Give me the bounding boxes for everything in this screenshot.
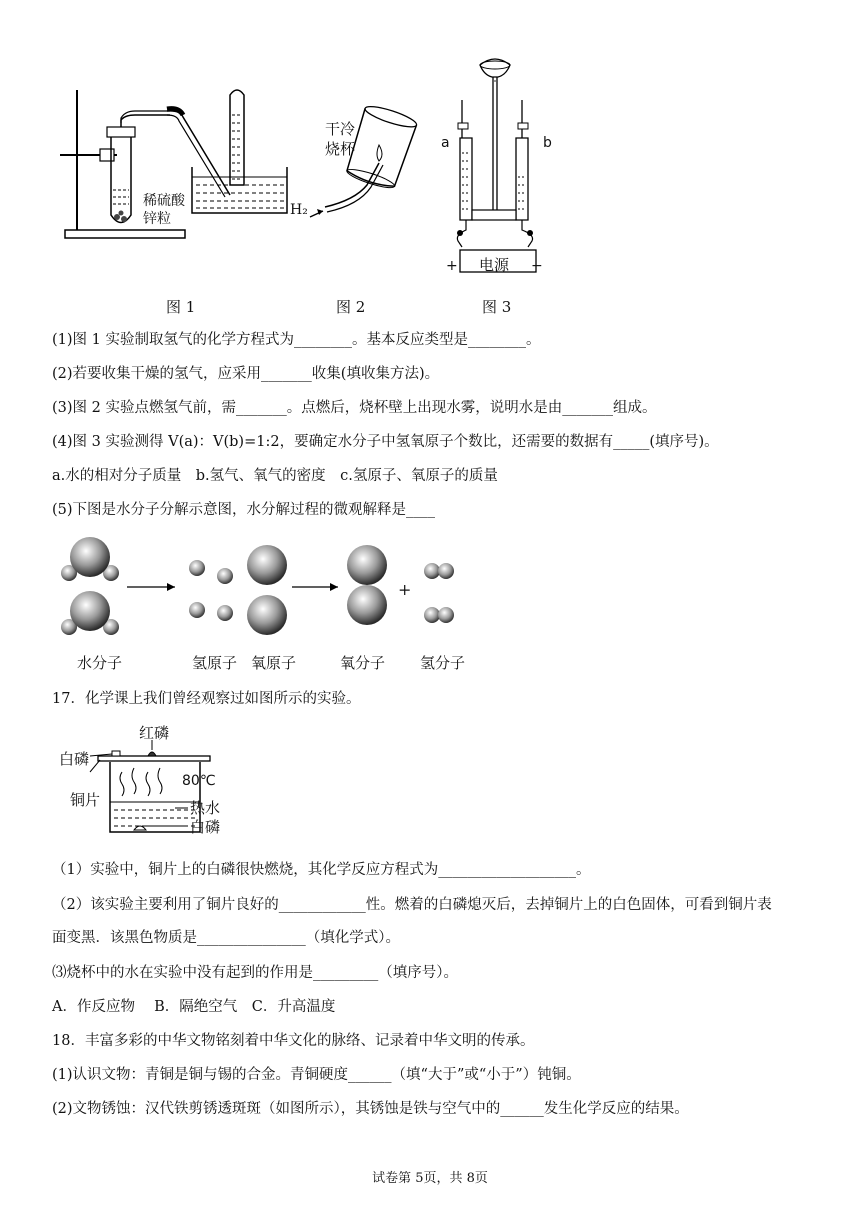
figure-3-apparatus: [440, 45, 560, 277]
q17-label-hot-water: 热水: [190, 799, 221, 817]
q18-part-1: (1)认识文物：青铜是铜与锡的合金。青铜硬度______（填“大于”或“小于”）钝铜。: [52, 1067, 581, 1083]
q17-stem: 17．化学课上我们曾经观察过如图所示的实验。: [52, 691, 361, 707]
figure-3-label-minus: −: [531, 258, 543, 274]
water-decomposition-diagram: [55, 535, 475, 647]
molecule-plus-sign: +: [398, 580, 412, 599]
q18-stem: 18．丰富多彩的中华文物铭刻着中华文化的脉络、记录着中华文明的传承。: [52, 1033, 535, 1049]
figure-1-label-acid: 稀硫酸: [143, 193, 185, 209]
q17-label-copper: 铜片: [70, 791, 101, 809]
q17-part-3-options: A．作反应物 B．隔绝空气 C．升高温度: [52, 999, 336, 1015]
figure-2-label-beaker-1: 干冷: [325, 120, 356, 138]
figure-1-caption: 图 1: [166, 298, 196, 316]
q16-part-3: (3)图 2 实验点燃氢气前，需_______。点燃后，烧杯壁上出现水雾，说明水是由_______组成。: [52, 400, 657, 416]
page-footer: 试卷第 5页，共 8页: [372, 1171, 488, 1186]
figure-3-label-b: b: [543, 135, 552, 151]
figure-2-caption: 图 2: [336, 298, 366, 316]
figure-row: [0, 0, 860, 320]
label-oxygen-atom: 氧原子: [251, 654, 297, 672]
figure-3-label-plus: +: [446, 258, 458, 274]
figure-2-label-beaker-2: 烧杯: [325, 140, 356, 158]
q16-part-2: (2)若要收集干燥的氢气，应采用_______收集(填收集方法)。: [52, 366, 440, 382]
q17-label-white-phosphorus-bottom: 白磷: [190, 818, 221, 836]
figure-3-caption: 图 3: [482, 298, 512, 316]
label-hydrogen-molecule: 氢分子: [420, 654, 466, 672]
figure-3-label-a: a: [441, 135, 450, 151]
q17-label-temperature: 80℃: [182, 773, 216, 789]
q16-part-5: (5)下图是水分子分解示意图，水分解过程的微观解释是____: [52, 502, 436, 518]
figure-3-label-power: 电源: [479, 256, 510, 274]
q17-part-3: ⑶烧杯中的水在实验中没有起到的作用是_________（填序号）。: [52, 965, 458, 981]
q16-part-4-options: a.水的相对分子质量 b.氢气、氧气的密度 c.氢原子、氧原子的质量: [52, 468, 498, 484]
label-hydrogen-atom: 氢原子: [192, 654, 238, 672]
label-water-molecule: 水分子: [77, 654, 123, 672]
q17-part-2b: 面变黑．该黑色物质是_______________（填化学式）。: [52, 930, 400, 946]
q17-label-white-phosphorus-top: 白磷: [59, 750, 90, 768]
q17-label-red-phosphorus: 红磷: [139, 724, 170, 742]
figure-1-label-zinc: 锌粒: [143, 211, 171, 227]
figure-1-trough: [190, 85, 290, 220]
figure-2-apparatus: [295, 105, 425, 235]
q16-part-1: (1)图 1 实验制取氢气的化学方程式为________。基本反应类型是________。: [52, 332, 541, 348]
q18-part-2: (2)文物锈蚀：汉代铁剪锈透斑斑（如图所示），其锈蚀是铁与空气中的______发生化学反应的结果。: [52, 1101, 689, 1117]
q16-part-4: (4)图 3 实验测得 V(a)：V(b)=1:2，要确定水分子中氢氧原子个数比，还需要的数据有_____(填序号)。: [52, 434, 719, 450]
q17-part-2a: （2）该实验主要利用了铜片良好的____________性。燃着的白磷熄灭后，去掉铜片上的白色固体，可看到铜片表: [52, 897, 772, 913]
label-oxygen-molecule: 氧分子: [340, 654, 386, 672]
figure-2-label-gas: H₂: [290, 202, 308, 218]
q17-part-1: （1）实验中，铜片上的白磷很快燃烧，其化学反应方程式为___________________。: [52, 862, 591, 878]
